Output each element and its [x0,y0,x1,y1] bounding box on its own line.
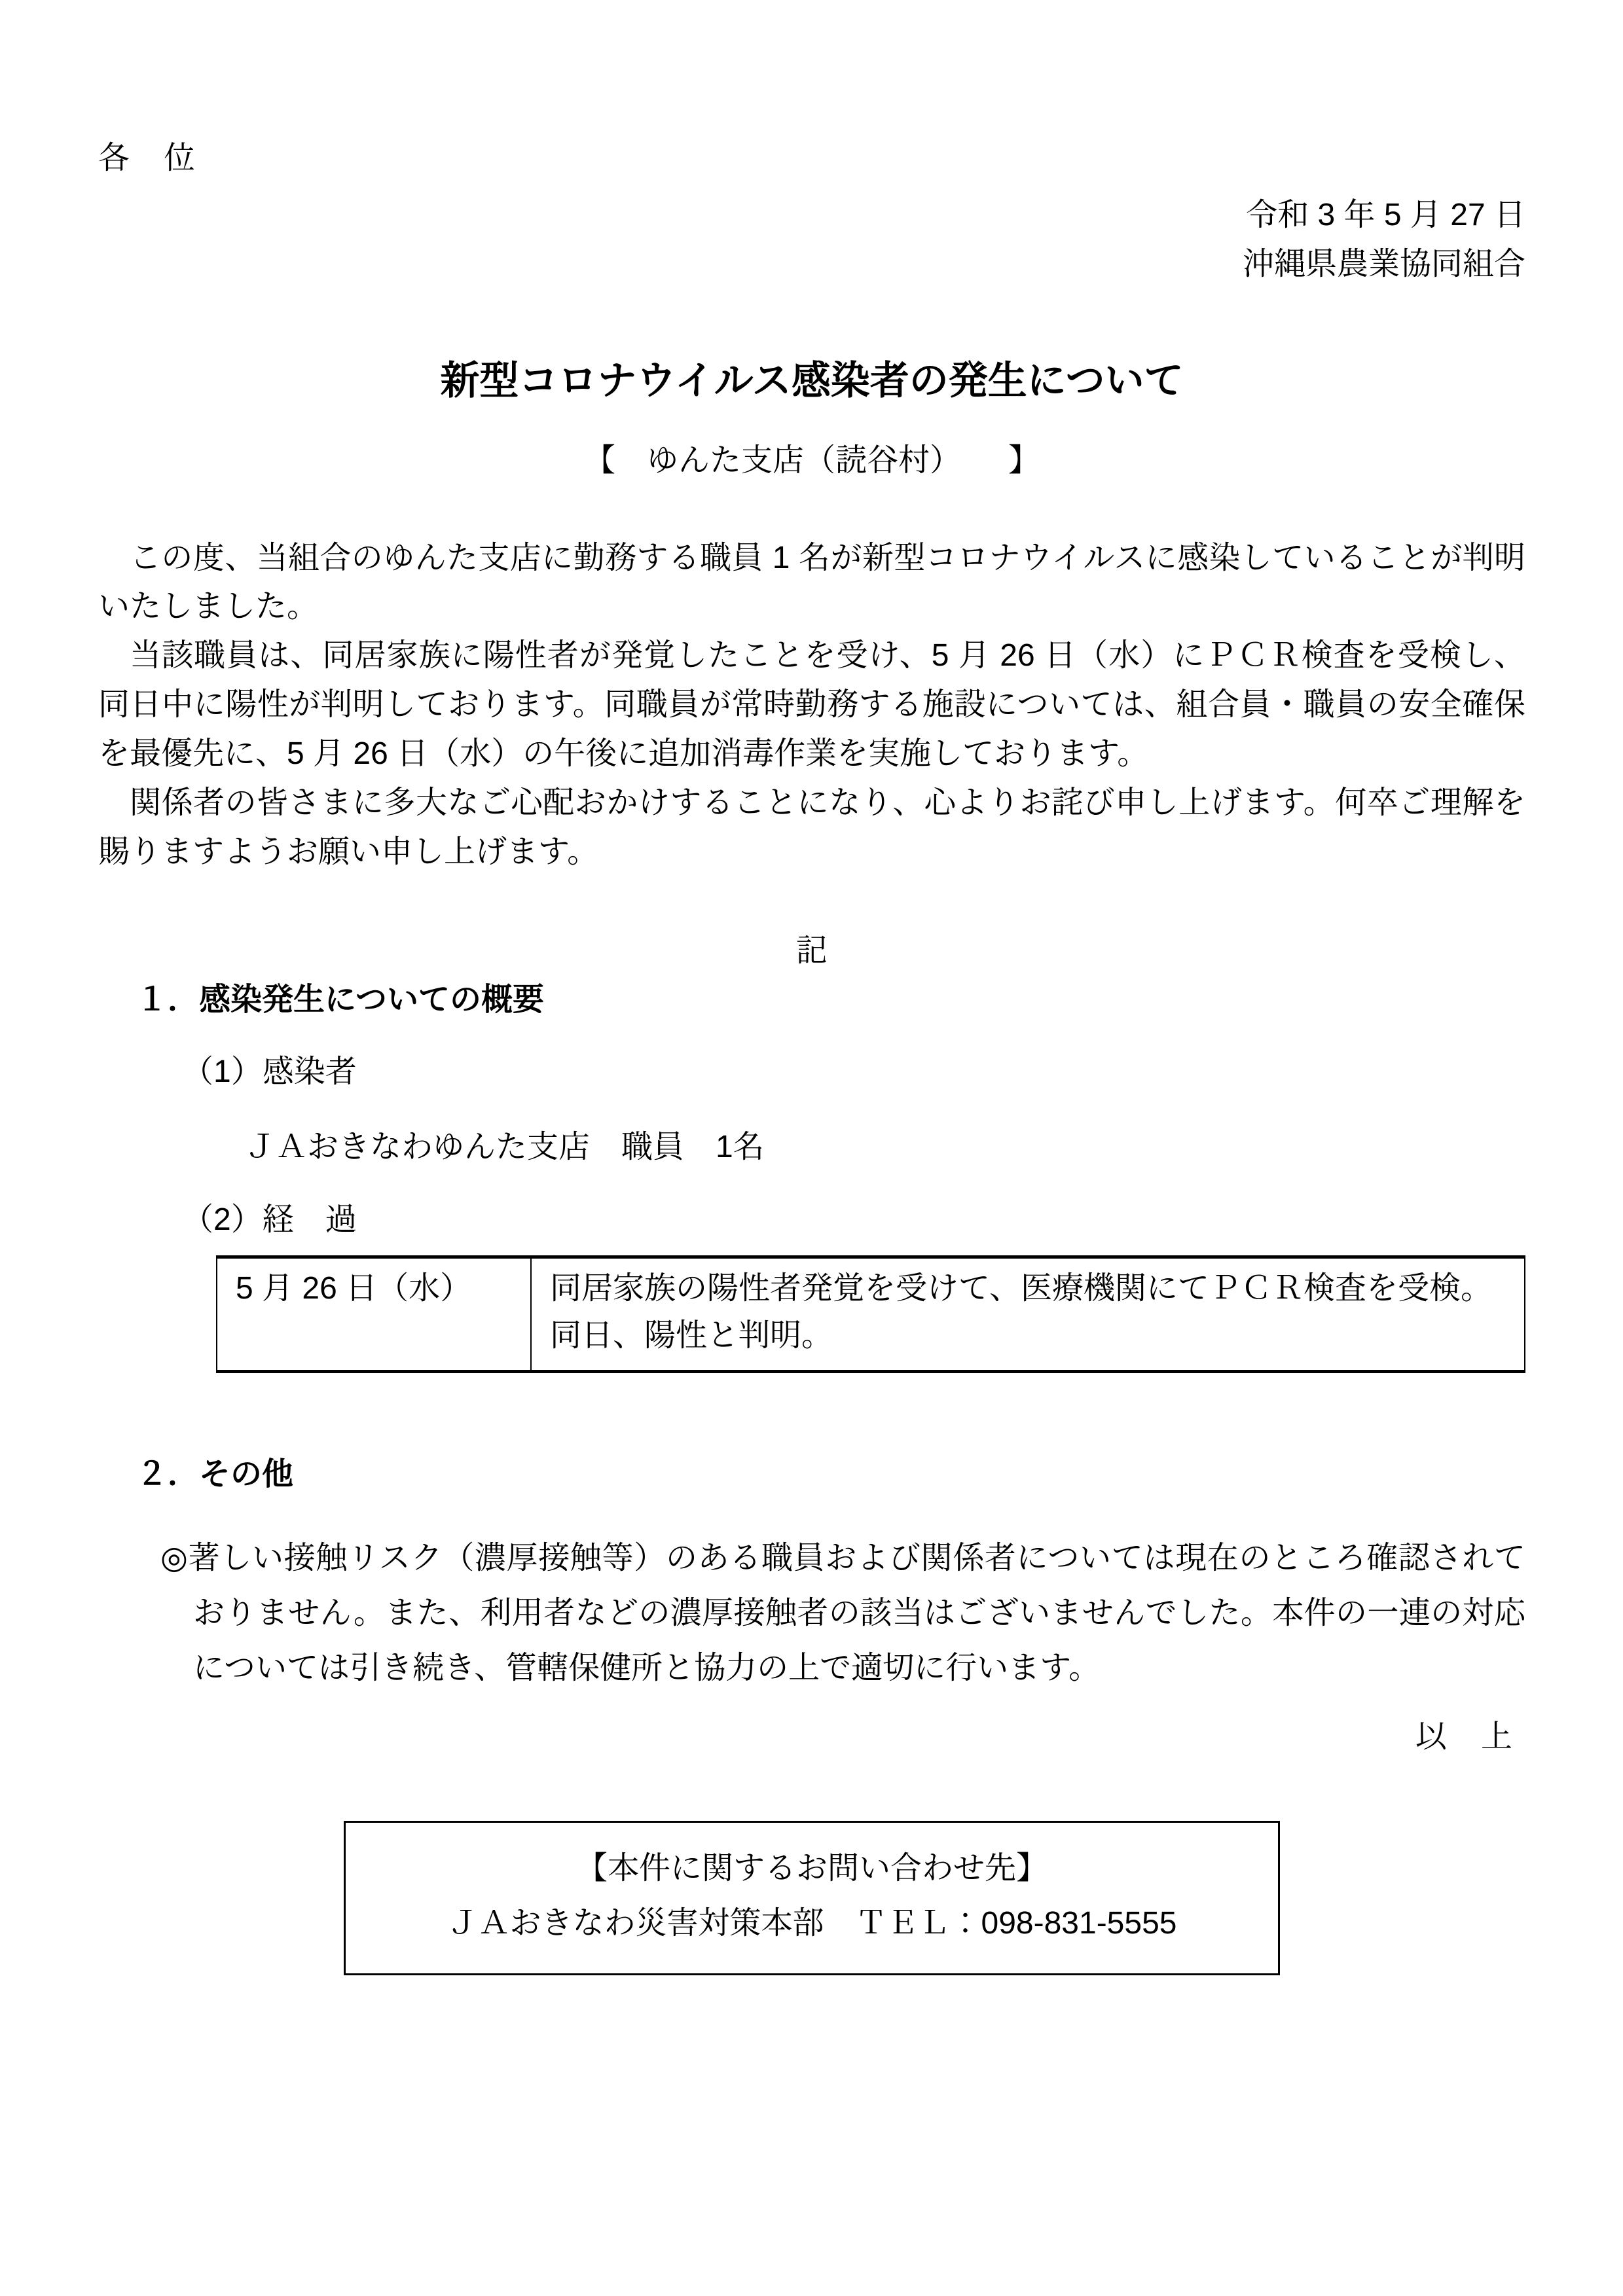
note-text: 著しい接触リスク（濃厚接触等）のある職員および関係者については現在のところ確認されておりません。また、利用者などの濃厚接触者の該当はございませんでした。本件の一連の対応については引き続き、管轄保健所と協力の上で適切に行います。 [188,1540,1525,1685]
header-block [98,191,1525,289]
document-title: 新型コロナウイルス感染者の発生について [440,358,1184,403]
paragraph-announcement: この度、当組合のゆんた支店に勤務する職員 1 名が新型コロナウイルスに感染していることが判明いたしました。 [98,540,1525,624]
recipient: 各 位 [98,141,197,175]
contact-box [344,1821,1280,1975]
record-marker: 記 [795,933,828,968]
note-paragraph [98,1531,1525,1696]
organization-name: 沖縄県農業協同組合 [1242,246,1525,281]
progress-table [216,1255,1525,1373]
table-row [217,1257,1525,1372]
paragraph-apology: 関係者の皆さまに多大なご心配おかけすることになり、心よりお詫び申し上げます。何卒ご理解を賜りますようお願い申し上げます。 [98,785,1525,869]
contact-box-title: 【本件に関するお問い合わせ先】 [575,1850,1048,1886]
infected-person-value: ＪＡおきなわゆんた支店 職員 1名 [244,1130,765,1165]
body-paragraphs [98,534,1525,877]
progress-label: （2）経 過 [182,1202,357,1238]
closing-marker: 以 上 [1415,1719,1514,1754]
table-cell-date: 5 月 26 日（水） [217,1257,531,1372]
note-marker: ◎ [160,1540,189,1575]
paragraph-details: 当該職員は、同居家族に陽性者が発覚したことを受け、5 月 26 日（水）にＰＣＲ検査を受検し、同日中に陽性が判明しております。同職員が常時勤務する施設については、組合員・職員の安全確保を最優先に、5 月 26 日（水）の午後に追加消毒作業を実施しております。 [98,638,1525,771]
document-date: 令和 3 年 5 月 27 日 [1246,197,1525,232]
table-cell-description: 同居家族の陽性者発覚を受けて、医療機関にてＰＣＲ検査を受検。同日、陽性と判明。 [531,1257,1525,1372]
section1-heading: １．感染発生についての概要 [136,982,545,1017]
contact-box-line: ＪＡおきなわ災害対策本部 ＴＥＬ：098-831-5555 [447,1905,1177,1941]
section2-heading: ２．その他 [136,1457,294,1492]
infected-person-label: （1）感染者 [182,1054,357,1090]
document-subtitle: 【 ゆんた支店（読谷村） 】 [583,442,1040,478]
